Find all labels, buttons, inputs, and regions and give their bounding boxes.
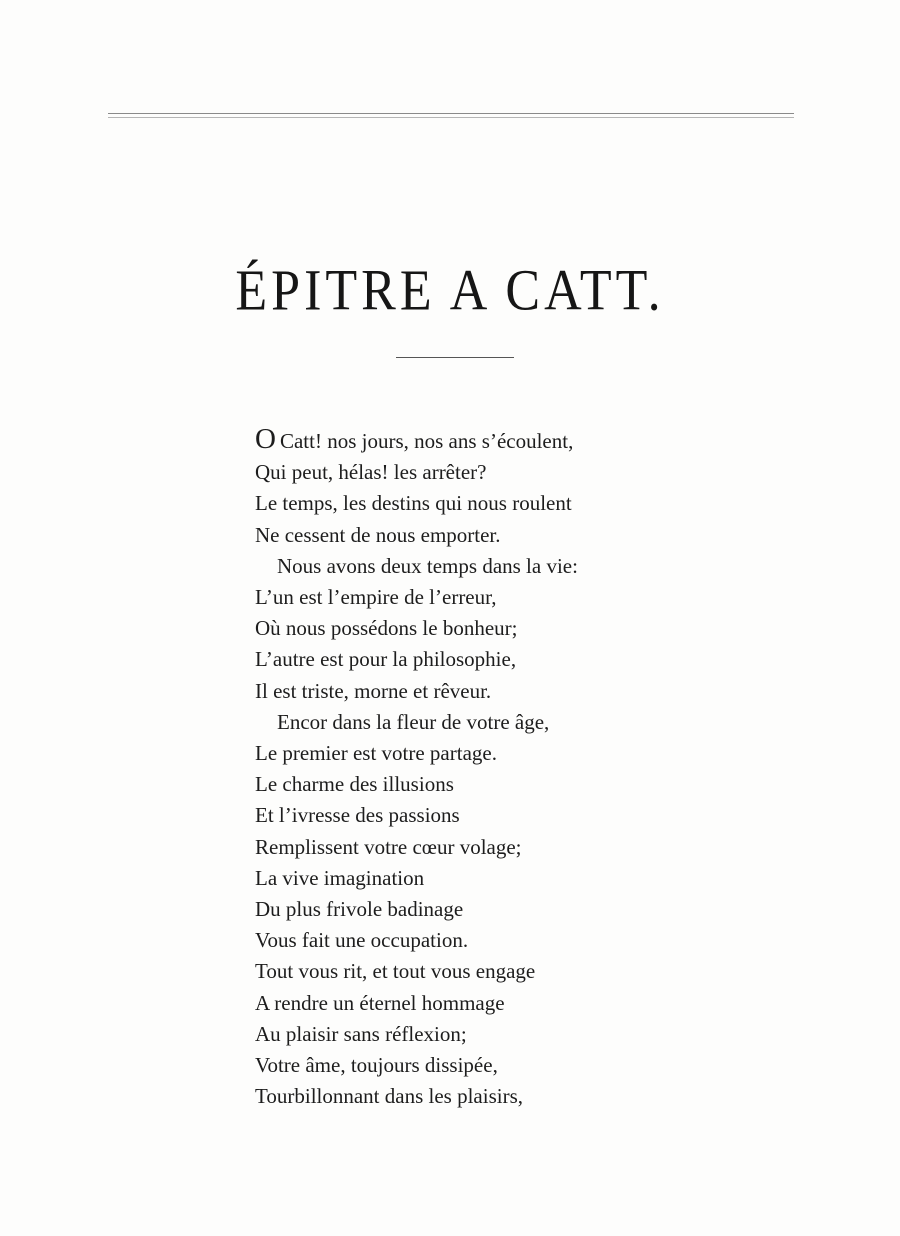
title-divider xyxy=(396,357,514,358)
poem-line: Du plus frivole badinage xyxy=(255,897,464,922)
poem-line: La vive imagination xyxy=(255,865,425,890)
poem-title: ÉPITRE A CATT. xyxy=(235,259,665,323)
poem-line: A rendre un éternel hommage xyxy=(255,990,505,1015)
poem-body xyxy=(255,423,675,1112)
poem-line: Vous fait une occupation. xyxy=(255,928,469,953)
poem-line: Le charme des illusions xyxy=(255,772,454,797)
poem-line: Ne cessent de nous emporter. xyxy=(255,522,501,547)
poem-line: L’un est l’empire de l’erreur, xyxy=(255,585,497,610)
poem-line: Nous avons deux temps dans la vie: xyxy=(277,553,578,578)
poem-line-first xyxy=(255,423,675,457)
poem-line: Qui peut, hélas! les arrêter? xyxy=(255,460,487,485)
poem-line: Tourbillonnant dans les plaisirs, xyxy=(255,1084,523,1109)
poem-line: Tout vous rit, et tout vous engage xyxy=(255,959,536,984)
poem-line: Votre âme, toujours dissipée, xyxy=(255,1053,498,1078)
poem-line: Le premier est votre partage. xyxy=(255,741,497,766)
top-rule xyxy=(108,113,794,114)
poem-line: Remplissent votre cœur volage; xyxy=(255,834,522,859)
poem-line: Il est triste, morne et rêveur. xyxy=(255,678,492,703)
poem-line: L’autre est pour la philosophie, xyxy=(255,647,517,672)
poem-line: Et l’ivresse des passions xyxy=(255,803,460,828)
poem-line-text: Catt! nos jours, nos ans s’écoulent, xyxy=(279,429,574,453)
poem-line: Où nous possédons le bonheur; xyxy=(255,616,518,641)
poem-line: Au plaisir sans réflexion; xyxy=(255,1021,467,1046)
poem-line: Le temps, les destins qui nous roulent xyxy=(255,491,572,516)
top-rule-secondary xyxy=(108,117,794,118)
drop-initial: O xyxy=(255,423,276,455)
poem-line: Encor dans la fleur de votre âge, xyxy=(277,709,550,734)
